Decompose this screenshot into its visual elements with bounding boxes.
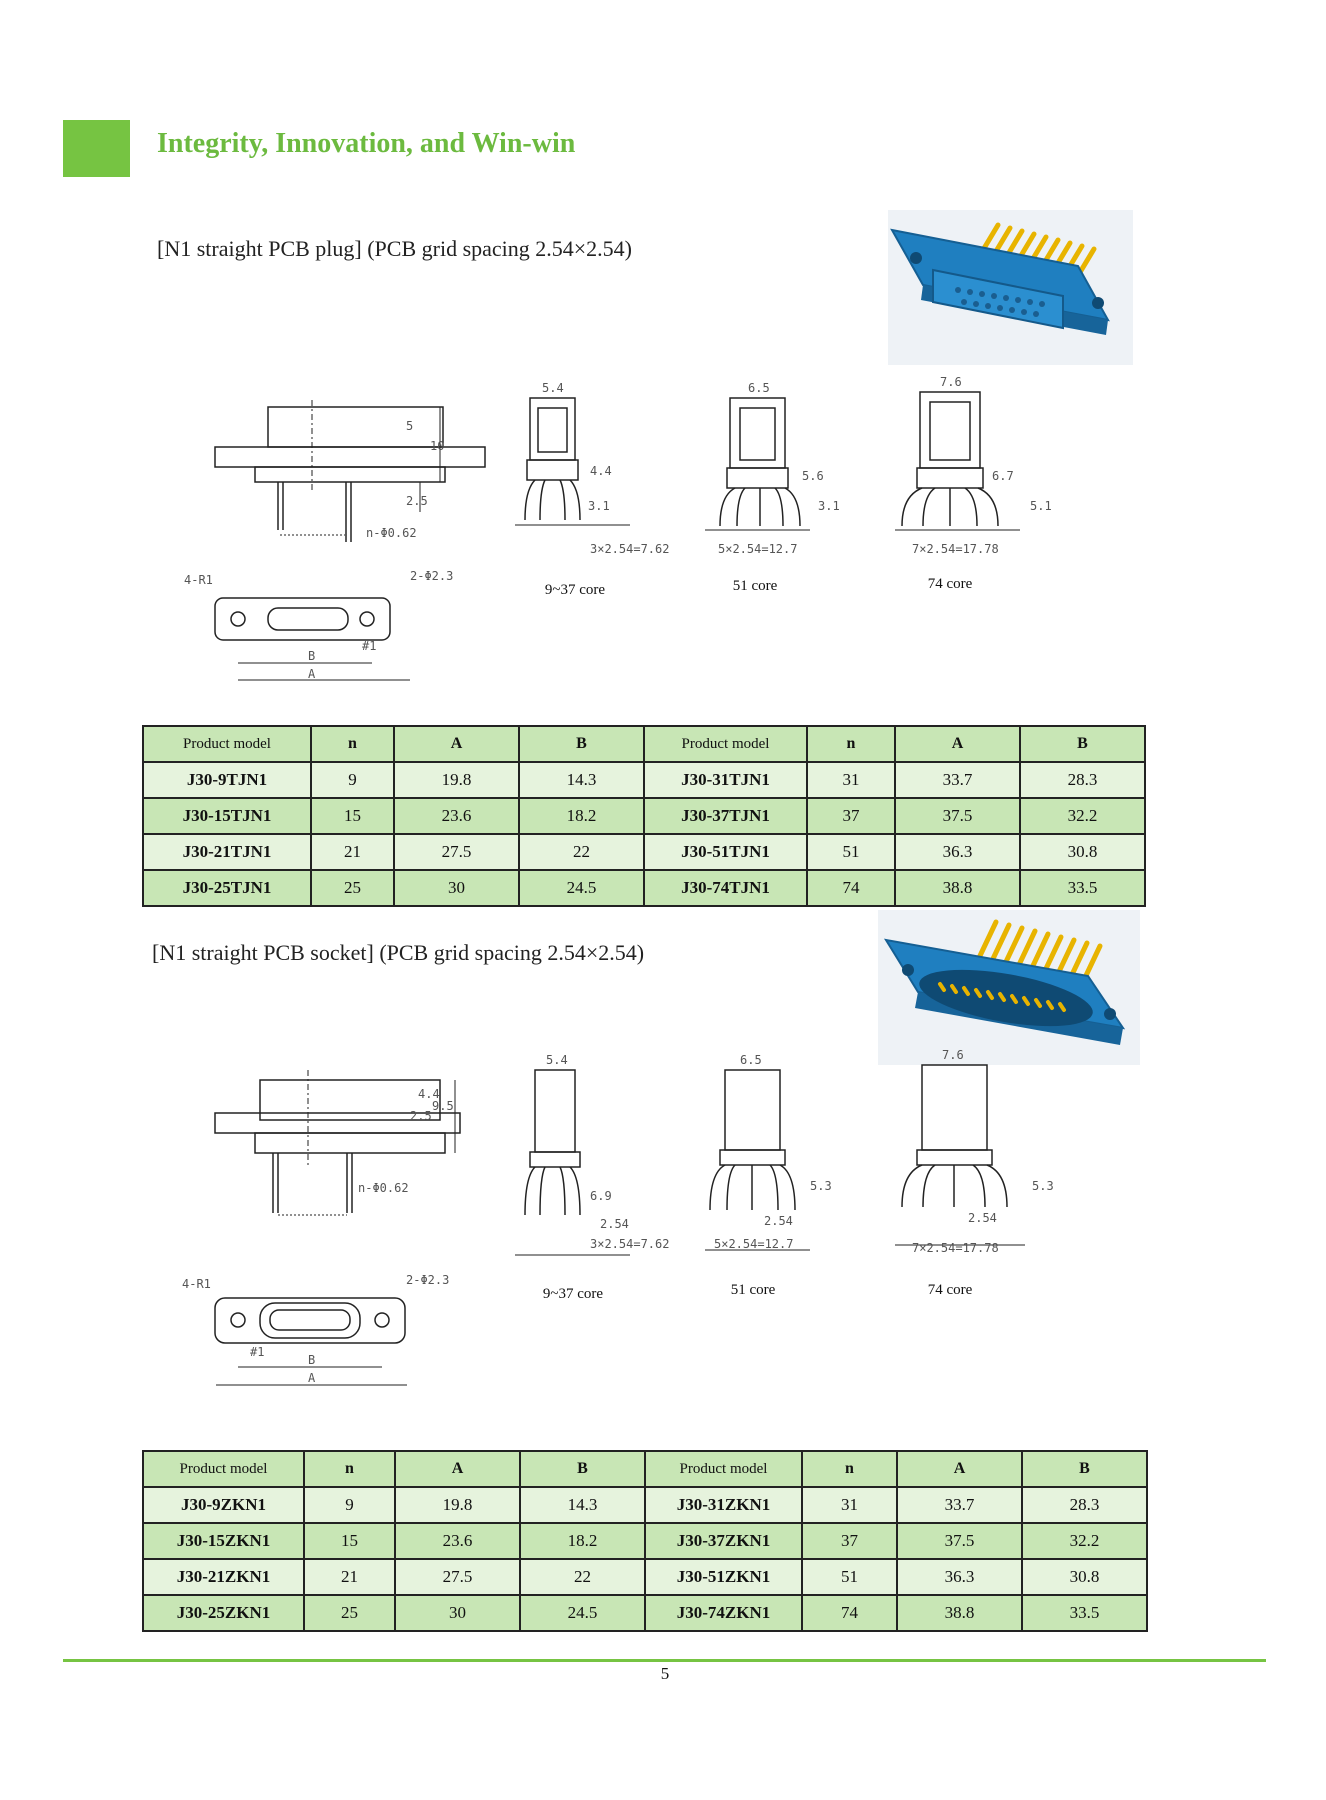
socket-side-view (215, 1070, 460, 1215)
plug-view-9-37-core: 9~37 core (544, 582, 606, 598)
cell-model: J30-15TJN1 (143, 798, 311, 834)
cell-model: J30-37ZKN1 (645, 1523, 802, 1559)
cell-n: 21 (304, 1559, 395, 1595)
col-header-b-2: B (1022, 1451, 1147, 1487)
col-header-product-model-2: Product model (645, 1451, 802, 1487)
score9-width: 5.4 (546, 1053, 568, 1067)
col-header-product-model-2: Product model (644, 726, 807, 762)
cell-model: J30-15ZKN1 (143, 1523, 304, 1559)
radius-label: 4-R1 (184, 573, 213, 587)
table-row (143, 1523, 1147, 1559)
pin-diameter: n-Φ0.62 (366, 526, 417, 540)
col-header-b: B (519, 726, 644, 762)
plug-view-74-core: 74 core (927, 576, 973, 592)
cell-model: J30-31ZKN1 (645, 1487, 802, 1523)
cell-b: 32.2 (1022, 1523, 1147, 1559)
cell-b: 24.5 (519, 870, 644, 906)
socket-core74-view (895, 1048, 1054, 1255)
cell-n: 31 (807, 762, 895, 798)
col-header-n-2: n (802, 1451, 897, 1487)
cell-n: 51 (802, 1559, 897, 1595)
cell-model: J30-74ZKN1 (645, 1595, 802, 1631)
cell-b: 22 (519, 834, 644, 870)
core74-pitch: 7×2.54=17.78 (912, 542, 999, 556)
socket-view-74-core: 74 core (927, 1282, 973, 1298)
cell-b: 14.3 (519, 762, 644, 798)
socket-bottom-view (182, 1273, 449, 1385)
core9-pin: 3.1 (588, 499, 610, 513)
cell-model: J30-21TJN1 (143, 834, 311, 870)
plug-section-title: [N1 straight PCB plug] (PCB grid spacing 2.54×2.54) (157, 236, 633, 261)
core51-pin: 3.1 (818, 499, 840, 513)
dim-5: 5 (406, 419, 414, 433)
cell-a: 36.3 (895, 834, 1020, 870)
cell-a: 30 (394, 870, 519, 906)
cell-a: 33.7 (897, 1487, 1022, 1523)
col-header-b-2: B (1020, 726, 1145, 762)
cell-b: 28.3 (1022, 1487, 1147, 1523)
cell-b: 33.5 (1020, 870, 1145, 906)
cell-n: 37 (807, 798, 895, 834)
cell-a: 33.7 (895, 762, 1020, 798)
shole-label: 2-Φ2.3 (406, 1273, 450, 1287)
cell-model: J30-25ZKN1 (143, 1595, 304, 1631)
sdim-b: B (308, 1353, 316, 1367)
table-row (143, 1487, 1147, 1523)
sdim-9-5: 9.5 (432, 1099, 454, 1113)
table-row (143, 834, 1145, 870)
plug-core51-view (705, 381, 840, 556)
cell-model: J30-74TJN1 (644, 870, 807, 906)
core9-depth: 4.4 (590, 464, 612, 478)
sradius-label: 4-R1 (182, 1277, 211, 1291)
col-header-a-2: A (897, 1451, 1022, 1487)
page-slogan: Integrity, Innovation, and Win-win (157, 128, 576, 159)
table-row (143, 870, 1145, 906)
cell-a: 38.8 (895, 870, 1020, 906)
cell-n: 9 (311, 762, 394, 798)
plug-core9-view (515, 381, 669, 556)
col-header-a: A (394, 726, 519, 762)
table-row (143, 1595, 1147, 1631)
cell-model: J30-51ZKN1 (645, 1559, 802, 1595)
sdim-4-4: 4.4 (418, 1087, 440, 1101)
cell-n: 51 (807, 834, 895, 870)
cell-a: 38.8 (897, 1595, 1022, 1631)
cell-a: 37.5 (895, 798, 1020, 834)
score74-depth: 5.3 (1032, 1179, 1054, 1193)
table-header-row (143, 1451, 1147, 1487)
col-header-n: n (304, 1451, 395, 1487)
score51-pitch: 5×2.54=12.7 (714, 1237, 794, 1251)
score9-pitch: 3×2.54=7.62 (590, 1237, 670, 1251)
plug-view-51-core: 51 core (732, 578, 778, 594)
plug-bottom-view (184, 569, 453, 681)
cell-b: 22 (520, 1559, 645, 1595)
cell-n: 15 (304, 1523, 395, 1559)
cell-model: J30-25TJN1 (143, 870, 311, 906)
cell-b: 28.3 (1020, 762, 1145, 798)
score9-pin: 2.54 (600, 1217, 629, 1231)
score51-pin: 2.54 (764, 1214, 793, 1228)
cell-b: 14.3 (520, 1487, 645, 1523)
col-header-a-2: A (895, 726, 1020, 762)
core9-pitch: 3×2.54=7.62 (590, 542, 670, 556)
core74-depth: 6.7 (992, 469, 1014, 483)
sdim-a: A (308, 1371, 316, 1385)
cell-a: 23.6 (394, 798, 519, 834)
cell-model: J30-9TJN1 (143, 762, 311, 798)
cell-n: 9 (304, 1487, 395, 1523)
score74-pin: 2.54 (968, 1211, 997, 1225)
score74-pitch: 7×2.54=17.78 (912, 1241, 999, 1255)
footer-rule (63, 1659, 1266, 1662)
page-number: 5 (660, 1664, 670, 1683)
cell-b: 18.2 (519, 798, 644, 834)
brand-tag (63, 120, 130, 177)
sdim-2-5: 2.5 (410, 1109, 432, 1123)
cell-model: J30-31TJN1 (644, 762, 807, 798)
col-header-b: B (520, 1451, 645, 1487)
core51-depth: 5.6 (802, 469, 824, 483)
dim-2-5: 2.5 (406, 494, 428, 508)
socket-core51-view (705, 1053, 832, 1251)
dim-b: B (308, 649, 316, 663)
hole-label: 2-Φ2.3 (410, 569, 454, 583)
socket-spec-table (142, 1450, 1148, 1632)
col-header-product-model: Product model (143, 1451, 304, 1487)
cell-n: 74 (802, 1595, 897, 1631)
score51-width: 6.5 (740, 1053, 762, 1067)
dim-10: 10 (430, 439, 445, 453)
cell-a: 27.5 (394, 834, 519, 870)
cell-n: 21 (311, 834, 394, 870)
cell-n: 25 (311, 870, 394, 906)
col-header-n: n (311, 726, 394, 762)
core74-pin: 5.1 (1030, 499, 1052, 513)
cell-model: J30-21ZKN1 (143, 1559, 304, 1595)
cell-b: 18.2 (520, 1523, 645, 1559)
socket-section-title: [N1 straight PCB socket] (PCB grid spacing 2.54×2.54) (152, 940, 645, 965)
socket-drawings (170, 1040, 1070, 1400)
core51-pitch: 5×2.54=12.7 (718, 542, 798, 556)
cell-b: 30.8 (1022, 1559, 1147, 1595)
table-row (143, 798, 1145, 834)
cell-a: 37.5 (897, 1523, 1022, 1559)
cell-model: J30-37TJN1 (644, 798, 807, 834)
socket-view-51-core: 51 core (730, 1282, 776, 1298)
socket-core9-view (515, 1053, 669, 1255)
cell-n: 15 (311, 798, 394, 834)
plug-core74-view (895, 375, 1052, 556)
socket-view-9-37-core: 9~37 core (542, 1286, 604, 1302)
plug-3d-image (888, 210, 1133, 365)
col-header-product-model: Product model (143, 726, 311, 762)
cell-a: 27.5 (395, 1559, 520, 1595)
core74-width: 7.6 (940, 375, 962, 389)
plug-drawings (170, 370, 1070, 690)
score9-depth: 6.9 (590, 1189, 612, 1203)
table-row (143, 762, 1145, 798)
plug-spec-table (142, 725, 1146, 907)
score74-width: 7.6 (942, 1048, 964, 1062)
cell-a: 19.8 (395, 1487, 520, 1523)
dim-a: A (308, 667, 316, 681)
cell-n: 31 (802, 1487, 897, 1523)
cell-n: 74 (807, 870, 895, 906)
cell-b: 24.5 (520, 1595, 645, 1631)
score51-depth: 5.3 (810, 1179, 832, 1193)
spin-one-label: #1 (250, 1345, 265, 1359)
spin-diameter: n-Φ0.62 (358, 1181, 409, 1195)
pin-one-label: #1 (362, 639, 377, 653)
col-header-a: A (395, 1451, 520, 1487)
cell-b: 30.8 (1020, 834, 1145, 870)
cell-b: 32.2 (1020, 798, 1145, 834)
cell-a: 36.3 (897, 1559, 1022, 1595)
plug-side-view (215, 400, 485, 542)
core51-width: 6.5 (748, 381, 770, 395)
cell-a: 23.6 (395, 1523, 520, 1559)
table-header-row (143, 726, 1145, 762)
cell-a: 19.8 (394, 762, 519, 798)
col-header-n-2: n (807, 726, 895, 762)
cell-model: J30-9ZKN1 (143, 1487, 304, 1523)
cell-n: 37 (802, 1523, 897, 1559)
table-row (143, 1559, 1147, 1595)
cell-a: 30 (395, 1595, 520, 1631)
cell-n: 25 (304, 1595, 395, 1631)
cell-model: J30-51TJN1 (644, 834, 807, 870)
core9-width: 5.4 (542, 381, 564, 395)
cell-b: 33.5 (1022, 1595, 1147, 1631)
